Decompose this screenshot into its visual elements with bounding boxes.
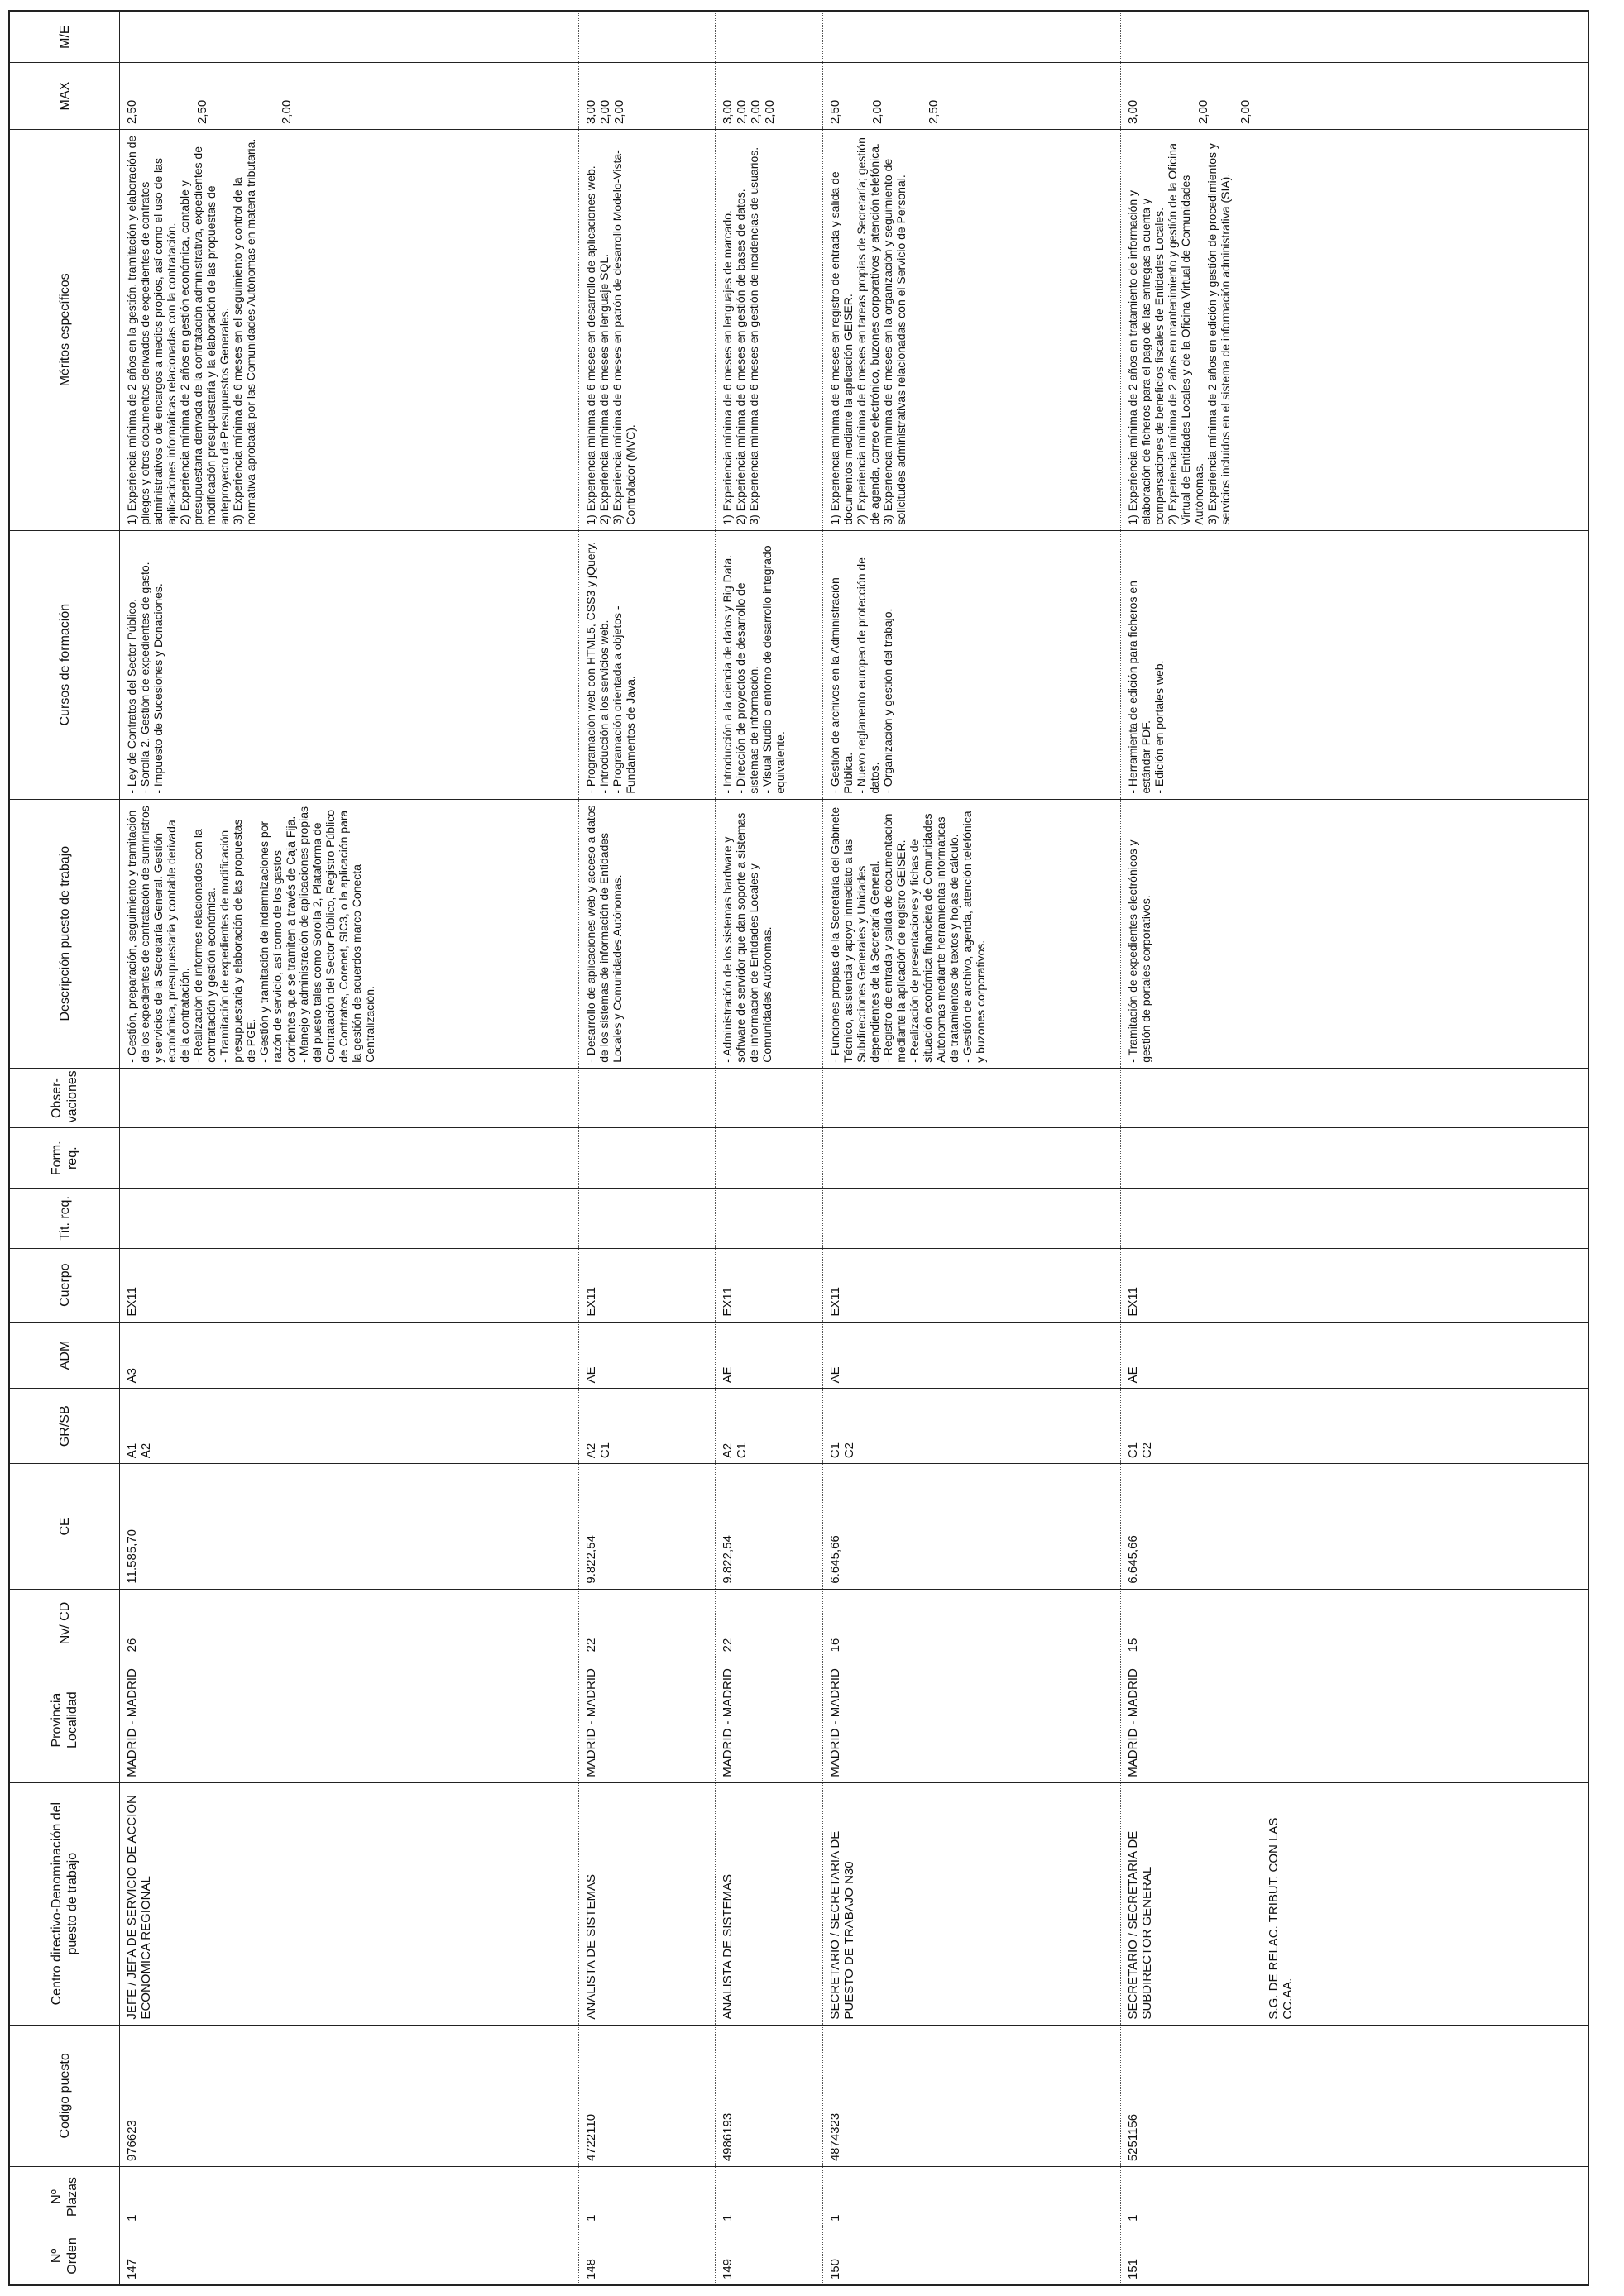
cell-meritos: 1) Experiencia mínima de 6 meses en lenguajes de marcado. 2) Experiencia mínima de 6 meses en gestión de bases de datos. 3) Experiencia mínima de 6 meses en gestión de incidencias de usuarios. xyxy=(716,130,823,531)
cell-me xyxy=(120,11,579,63)
header-nvcd: Nv/ CD xyxy=(9,1589,120,1657)
cell-nvcd: 22 xyxy=(716,1589,823,1657)
header-meritos: Méritos específicos xyxy=(9,130,120,531)
cell-nvcd: 16 xyxy=(823,1589,1121,1657)
cell-nvcd: 22 xyxy=(579,1589,716,1657)
table-row xyxy=(579,11,716,2285)
header-adm: ADM xyxy=(9,1322,120,1389)
cell-meritos: 1) Experiencia mínima de 2 años en la gestión, tramitación y elaboración de pliegos y otros documentos derivados de expedientes de contratos administrativos o de encargos a medios propios, así como el uso de las aplicaciones informáticas relacionadas con la contratación. 2) Experiencia mínima de 2 años en gestión económica, contable y presupuestaria derivada de la contratación administrativa, expedientes de modificación presupuestaria y la elaboración de las propuestas de anteproyecto de Presupuestos Generales. 3) Experiencia mínima de 6 meses en el seguimiento y control de la normativa aprobada por las Comunidades Autónomas en materia tributaria. xyxy=(120,130,579,531)
cell-centro: ANALISTA DE SISTEMAS xyxy=(716,1782,823,2025)
cell-codigo: 4722110 xyxy=(579,2025,716,2167)
cell-obs xyxy=(120,1068,579,1128)
cell-adm: AE xyxy=(1121,1322,1588,1389)
cell-descripcion: - Tramitación de expedientes electrónicos y gestión de portales corporativos. xyxy=(1121,799,1588,1068)
cell-descripcion: - Funciones propias de la Secretaría del Gabinete Técnico, asistencia y apoyo inmediato a las Subdirecciones Generales y Unidades dependientes de la Secretaría General. - Registro de entrada y salida de documentación mediante la aplicación de registro GEISER. - Realización de presentaciones y fichas de situación económica financiera de Comunidades Autónomas mediante herramientas informáticas de tratamientos de textos y hojas de cálculo. - Gestión de archivo, agenda, atención telefónica y buzones corporativos. xyxy=(823,799,1121,1068)
cell-plazas: 1 xyxy=(716,2167,823,2227)
cell-cuerpo: EX11 xyxy=(1121,1248,1588,1322)
cell-provincia: MADRID - MADRID xyxy=(1121,1657,1588,1782)
table-row xyxy=(716,11,823,2285)
header-grsb: GR/SB xyxy=(9,1389,120,1464)
cell-form xyxy=(1121,1128,1588,1189)
cell-adm: A3 xyxy=(120,1322,579,1389)
cell-me xyxy=(579,11,716,63)
header-tit: Tit. req. xyxy=(9,1189,120,1249)
cell-cuerpo: EX11 xyxy=(579,1248,716,1322)
cell-orden: 148 xyxy=(579,2227,716,2285)
table-row xyxy=(120,11,579,2285)
cell-codigo: 5251156 xyxy=(1121,2025,1588,2167)
cell-obs xyxy=(579,1068,716,1128)
cell-tit xyxy=(716,1189,823,1249)
cell-cursos: - Gestión de archivos en la Administración Pública. - Nuevo reglamento europeo de protección de datos. - Organización y gestión del trabajo. xyxy=(823,530,1121,799)
cell-nvcd: 15 xyxy=(1121,1589,1588,1657)
cell-form xyxy=(823,1128,1121,1189)
cell-adm: AE xyxy=(716,1322,823,1389)
header-row xyxy=(9,11,120,2285)
puestos-table xyxy=(8,10,1589,2286)
cell-codigo: 4986193 xyxy=(716,2025,823,2167)
cell-meritos: 1) Experiencia mínima de 6 meses en desarrollo de aplicaciones web. 2) Experiencia mínima de 6 meses en lenguaje SQL. 3) Experiencia mínima de 6 meses en patrón de desarrollo Modelo-Vista-Controlador (MVC). xyxy=(579,130,716,531)
header-max: MAX xyxy=(9,63,120,130)
cell-adm: AE xyxy=(579,1322,716,1389)
cell-cuerpo: EX11 xyxy=(823,1248,1121,1322)
header-orden: Nº Orden xyxy=(9,2227,120,2285)
cell-cuerpo: EX11 xyxy=(120,1248,579,1322)
cell-tit xyxy=(579,1189,716,1249)
cell-provincia: MADRID - MADRID xyxy=(716,1657,823,1782)
header-cuerpo: Cuerpo xyxy=(9,1248,120,1322)
header-provincia: Provincia Localidad xyxy=(9,1657,120,1782)
cell-tit xyxy=(120,1189,579,1249)
header-cursos: Cursos de formación xyxy=(9,530,120,799)
header-centro: Centro directivo-Denominación del puesto de trabajo xyxy=(9,1782,120,2025)
header-ce: CE xyxy=(9,1464,120,1589)
cell-cursos: - Introducción a la ciencia de datos y Big Data. - Dirección de proyectos de desarrollo de sistemas de información. - Visual Studio o entorno de desarrollo integrado equivalente. xyxy=(716,530,823,799)
cell-nvcd: 26 xyxy=(120,1589,579,1657)
cell-grsb: A2 C1 xyxy=(579,1389,716,1464)
cell-plazas: 1 xyxy=(120,2167,579,2227)
cell-grsb: C1 C2 xyxy=(1121,1389,1588,1464)
cell-me xyxy=(823,11,1121,63)
cell-max: 3,00 2,00 2,00 2,00 xyxy=(716,63,823,130)
cell-form xyxy=(120,1128,579,1189)
cell-provincia: MADRID - MADRID xyxy=(120,1657,579,1782)
header-me: M/E xyxy=(9,11,120,63)
cell-orden: 147 xyxy=(120,2227,579,2285)
cell-provincia: MADRID - MADRID xyxy=(579,1657,716,1782)
cell-descripcion: - Gestión, preparación, seguimiento y tramitación de los expedientes de contratación de suministros y servicios de la Secretaría General. Gestión económica, presupuestaria y contable derivada de la contratación. - Realización de informes relacionados con la contratación y gestión económica. - Tramitación de expedientes de modificación presupuestaria y elaboración de las propuestas de PGE. - Gestión y tramitación de indemnizaciones por razón de servicio, así como de los gastos corrientes que se tramiten a través de Caja Fija. - Manejo y administración de aplicaciones propias del puesto tales como Sorolla 2, Plataforma de Contratación del Sector Público, Registro Público de Contratos, Corenet, SIC3, o la aplicación para la gestión de acuerdos marco Conecta Centralización. xyxy=(120,799,579,1068)
cell-centro: SECRETARIO / SECRETARIA DE SUBDIRECTOR GENERAL S.G. DE RELAC. TRIBUT. CON LAS CC.AA. xyxy=(1121,1782,1588,2025)
cell-obs xyxy=(716,1068,823,1128)
cell-max: 2,50 2,00 2,50 xyxy=(823,63,1121,130)
cell-grsb: A2 C1 xyxy=(716,1389,823,1464)
table-row xyxy=(823,11,1121,2285)
cell-centro: SECRETARIO / SECRETARIA DE PUESTO DE TRABAJO N30 xyxy=(823,1782,1121,2025)
cell-ce: 6.645,66 xyxy=(1121,1464,1588,1589)
cell-me xyxy=(716,11,823,63)
cell-provincia: MADRID - MADRID xyxy=(823,1657,1121,1782)
cell-grsb: C1 C2 xyxy=(823,1389,1121,1464)
cell-plazas: 1 xyxy=(579,2167,716,2227)
cell-meritos: 1) Experiencia mínima de 2 años en tratamiento de información y elaboración de ficheros para el pago de las entregas a cuenta y compensaciones de beneficios fiscales de Entidades Locales. 2) Experiencia mínima de 2 años en mantenimiento y gestión de la Oficina Virtual de Entidades Locales y de la Oficina Virtual de Comunidades Autónomas. 3) Experiencia mínima de 2 años en edición y gestión de procedimientos y servicios incluidos en el sistema de información administrativa (SIA). xyxy=(1121,130,1588,531)
cell-codigo: 4874323 xyxy=(823,2025,1121,2167)
cell-orden: 149 xyxy=(716,2227,823,2285)
cell-ce: 9.822,54 xyxy=(716,1464,823,1589)
cell-cursos: - Herramienta de edición para ficheros en estándar PDF. - Edición en portales web. xyxy=(1121,530,1588,799)
cell-orden: 150 xyxy=(823,2227,1121,2285)
cell-obs xyxy=(823,1068,1121,1128)
cell-descripcion: - Desarrollo de aplicaciones web y acceso a datos de los sistemas de información de Entidades Locales y Comunidades Autónomas. xyxy=(579,799,716,1068)
header-plazas: Nº Plazas xyxy=(9,2167,120,2227)
cell-cuerpo: EX11 xyxy=(716,1248,823,1322)
cell-orden: 151 xyxy=(1121,2227,1588,2285)
cell-codigo: 976623 xyxy=(120,2025,579,2167)
cell-form xyxy=(716,1128,823,1189)
cell-max: 3,00 2,00 2,00 xyxy=(1121,63,1588,130)
cell-cursos: - Programación web con HTML5, CSS3 y jQuery. - Introducción a los servicios web. - Programación orientada a objetos - Fundamentos de Java. xyxy=(579,530,716,799)
cell-cursos: - Ley de Contratos del Sector Público. - Sorolla 2. Gestión de expedientes de gasto. - Impuesto de Sucesiones y Donaciones. xyxy=(120,530,579,799)
cell-tit xyxy=(823,1189,1121,1249)
cell-ce: 11.585,70 xyxy=(120,1464,579,1589)
header-codigo: Codigo puesto xyxy=(9,2025,120,2167)
cell-obs xyxy=(1121,1068,1588,1128)
cell-centro: JEFE / JEFA DE SERVICIO DE ACCION ECONOMICA REGIONAL xyxy=(120,1782,579,2025)
cell-max: 2,50 2,50 2,00 xyxy=(120,63,579,130)
cell-plazas: 1 xyxy=(1121,2167,1588,2227)
cell-me xyxy=(1121,11,1588,63)
header-descripcion: Descripción puesto de trabajo xyxy=(9,799,120,1068)
cell-ce: 9.822,54 xyxy=(579,1464,716,1589)
cell-adm: AE xyxy=(823,1322,1121,1389)
header-form: Form. req. xyxy=(9,1128,120,1189)
cell-ce: 6.645,66 xyxy=(823,1464,1121,1589)
cell-tit xyxy=(1121,1189,1588,1249)
cell-descripcion: - Administración de los sistemas hardware y software de servidor que dan soporte a sistemas de información de Entidades Locales y Comunidades Autónomas. xyxy=(716,799,823,1068)
cell-form xyxy=(579,1128,716,1189)
cell-centro: ANALISTA DE SISTEMAS xyxy=(579,1782,716,2025)
table-row xyxy=(1121,11,1588,2285)
cell-grsb: A1 A2 xyxy=(120,1389,579,1464)
cell-meritos: 1) Experiencia mínima de 6 meses en registro de entrada y salida de documentos mediante la aplicación GEISER. 2) Experiencia mínima de 6 meses en tareas propias de Secretaría; gestión de agenda, correo electrónico, buzones corporativos y atención telefónica. 3) Experiencia mínima de 6 meses en la organización y seguimiento de solicitudes administrativas relacionadas con el Servicio de Personal. xyxy=(823,130,1121,531)
cell-max: 3,00 2,00 2,00 xyxy=(579,63,716,130)
cell-plazas: 1 xyxy=(823,2167,1121,2227)
header-obs: Obser-vaciones xyxy=(9,1068,120,1128)
